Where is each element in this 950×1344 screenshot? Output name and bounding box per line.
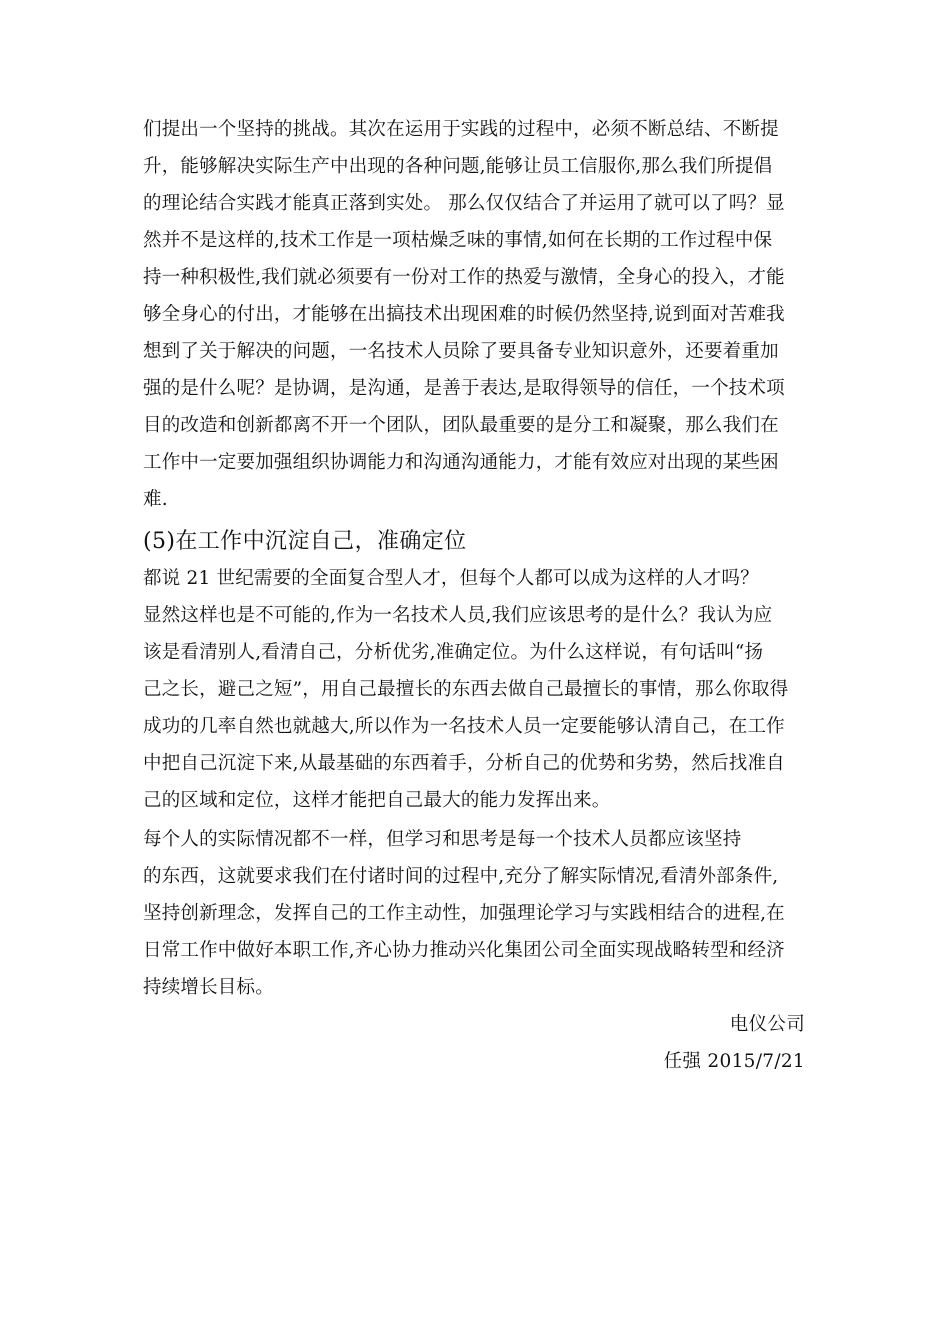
text-line: 该是看清别人,看清自己，分析优劣,准确定位。为什么这样说，有句话叫“扬 [143,642,764,663]
signature-organization: 电仪公司 [729,1014,805,1035]
text-line: 持一种积极性,我们就必须要有一份对工作的热爱与激情，全身心的投入，才能 [143,267,785,288]
text-line: 坚持创新理念，发挥自己的工作主动性，加强理论学习与实践相结合的进程,在 [143,903,785,924]
text-line: 们提出一个坚持的挑战。其次在运用于实践的过程中，必须不断总结、不断提 [143,119,779,140]
text-line: 强的是什么呢？是协调，是沟通，是善于表达,是取得领导的信任，一个技术项 [143,378,785,399]
text-line: 升，能够解决实际生产中出现的各种问题,能够让员工信服你,那么我们所提倡 [143,156,773,177]
text-line: 每个人的实际情况都不一样，但学习和思考是每一个技术人员都应该坚持 [143,829,742,850]
text-line: 工作中一定要加强组织协调能力和沟通沟通能力，才能有效应对出现的某些困 [143,452,779,473]
text-line: 够全身心的付出，才能够在出搞技术出现困难的时候仍然坚持,说到面对苦难我 [143,304,785,325]
text-line: 的东西，这就要求我们在付诸时间的过程中,充分了解实际情况,看清外部条件, [143,866,779,887]
text-line: 目的改造和创新都离不开一个团队，团队最重要的是分工和凝聚，那么我们在 [143,415,779,436]
text-line: 中把自己沉淀下来,从最基础的东西着手，分析自己的优势和劣势，然后找准自 [143,753,785,774]
text-line: 都说 21 世纪需要的全面复合型人才，但每个人都可以成为这样的人才吗？ [143,568,759,589]
text-line: 己的区域和定位，这样才能把自己最大的能力发挥出来。 [143,790,611,811]
section-heading: (5)在工作中沉淀自己，准确定位 [143,529,467,554]
text-line: 己之长，避己之短”，用自己最擅长的东西去做自己最擅长的事情，那么你取得 [143,679,789,700]
text-line: 成功的几率自然也就越大,所以作为一名技术人员一定要能够认清自己，在工作 [143,716,785,737]
signature-author-date: 任强 2015/7/21 [663,1051,805,1072]
text-line: 显然这样也是不可能的,作为一名技术人员,我们应该思考的是什么？我认为应 [143,605,773,626]
text-line: 的理论结合实践才能真正落到实处。 那么仅仅结合了并运用了就可以了吗？显 [143,193,785,214]
text-line: 持续增长目标。 [143,977,274,998]
text-line: 然并不是这样的,技术工作是一项枯燥乏味的事情,如何在长期的工作过程中保 [143,230,773,251]
text-line: 日常工作中做好本职工作,齐心协力推动兴化集团公司全面实现战略转型和经济 [143,940,785,961]
text-line: 想到了关于解决的问题，一名技术人员除了要具备专业知识意外，还要着重加 [143,341,779,362]
text-line: 难. [143,489,168,510]
